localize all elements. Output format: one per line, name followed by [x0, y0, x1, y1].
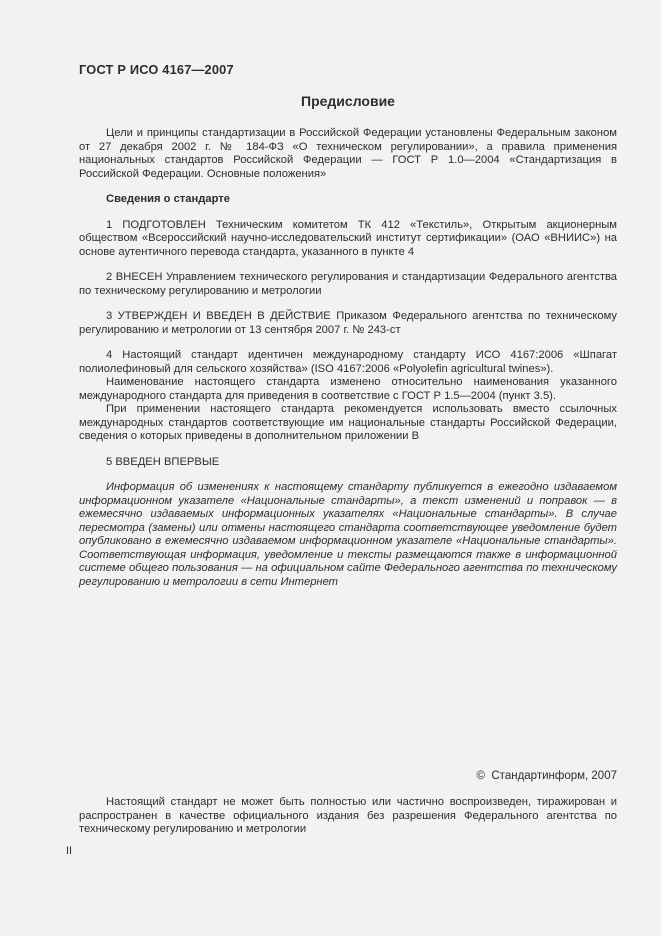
standard-info-item-1: 1 ПОДГОТОВЛЕН Техническим комитетом ТК 412 «Текстиль», Открытым акционерным обществом «Всероссийский научно-исследовательский институт сертификации» (ОАО «ВНИИС») на основе аутентичного перевода стандарта, указанного в пункте 4 — [79, 218, 617, 258]
page-title: Предисловие — [301, 93, 395, 109]
standard-info-item-5: 5 ВВЕДЕН ВПЕРВЫЕ — [106, 455, 220, 468]
standard-info-item-3: 3 УТВЕРЖДЕН И ВВЕДЕН В ДЕЙСТВИЕ Приказом Федерального агентства по техническому регулированию и метрологии от 13 сентября 2007 г. № 243-ст — [79, 310, 617, 336]
standard-info-item-4-note-1: Наименование настоящего стандарта изменено относительно наименования указанного международного стандарта для приведения в соответствие с ГОСТ Р 1.5—2004 (пункт 3.5). — [79, 376, 617, 402]
page-content — [79, 62, 617, 589]
standard-info-item-2: 2 ВНЕСЕН Управлением технического регулирования и стандартизации Федерального агентства по техническому регулированию и метрологии — [79, 271, 617, 297]
publication-notice: Информация об изменениях к настоящему стандарту публикуется в ежегодно издаваемом информационном указателе «Национальные стандарты», а текст изменений и поправок — в ежемесячно издаваемых информационных указателях «Национальные стандарты». В случае пересмотра (замены) или отмены настоящего стандарта соответствующее уведомление будет опубликовано в ежемесячно издаваемом информационном указателе «Национальные стандарты». Соответствующая информация, уведомление и тексты размещаются также в информационной системе общего пользования — на официальном сайте Федерального агентства по техническому регулированию и метрологии в сети Интернет — [79, 481, 617, 588]
standard-info-item-4-note-2: При применении настоящего стандарта рекомендуется использовать вместо ссылочных международных стандартов соответствующие им национальные стандарты Российской Федерации, сведения о которых приведены в дополнительном приложении В — [79, 403, 617, 442]
intro-paragraph: Цели и принципы стандартизации в Российской Федерации установлены Федеральным законом от 27 декабря 2002 г. № 184-ФЗ «О техническом регулировании», а правила применения национальных стандартов Российской Федерации — ГОСТ Р 1.0—2004 «Стандартизация в Российской Федерации. Основные положения» — [79, 127, 617, 180]
doc-code-header: ГОСТ Р ИСО 4167—2007 — [79, 62, 234, 77]
standard-info-item-4-main: 4 Настоящий стандарт идентичен международному стандарту ИСО 4167:2006 «Шпагат полиолефиновый для сельского хозяйства» (ISO 4167:2006 «Polyolefin agricultural twines»). — [79, 349, 617, 375]
standard-info-heading: Сведения о стандарте — [106, 193, 230, 205]
reproduction-restriction-note: Настоящий стандарт не может быть полностью или частично воспроизведен, тиражирован и распространен в качестве официального издания без разрешения Федерального агентства по техническому регулированию и метрологии — [79, 796, 617, 835]
copyright-line: © Стандартинформ, 2007 — [476, 770, 617, 782]
page-number: II — [66, 845, 73, 857]
